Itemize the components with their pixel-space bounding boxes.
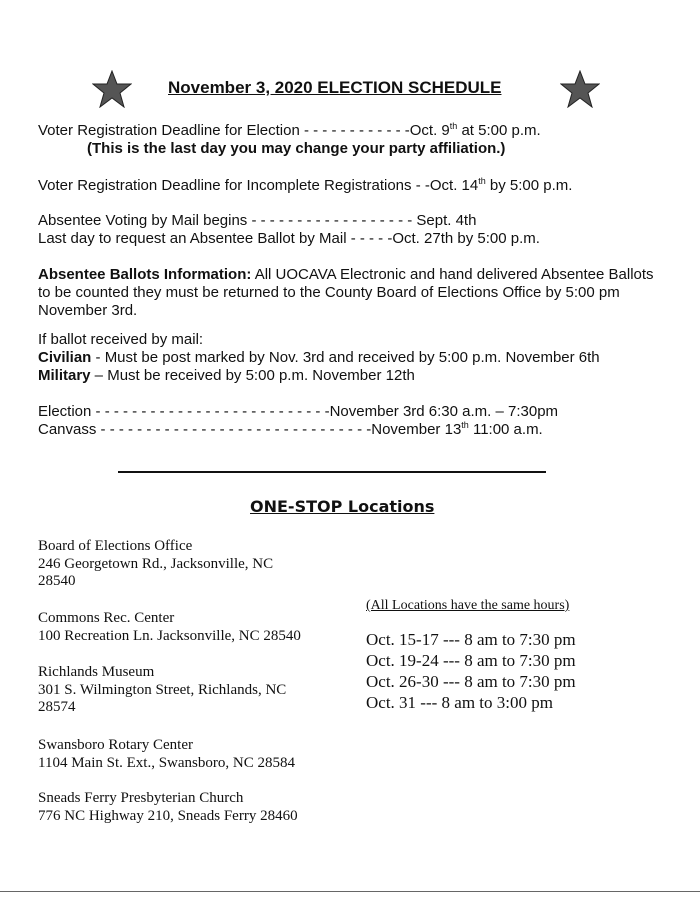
hours-item: Oct. 31 --- 8 am to 3:00 pm	[366, 693, 553, 712]
location-board-of-elections: Board of Elections Office 246 Georgetown Rd., Jacksonville, NC 28540	[38, 538, 274, 589]
page-bottom-edge	[0, 891, 700, 892]
location-commons-rec-center: Commons Rec. Center 100 Recreation Ln. Jacksonville, NC 28540	[38, 610, 301, 644]
canvass-date: Canvass - - - - - - - - - - - - - - - - - - - - - - - - - - - - - -November 13th 11:00 a.m.	[38, 420, 543, 438]
hours-item: Oct. 19-24 --- 8 am to 7:30 pm	[366, 651, 576, 670]
page-title: November 3, 2020 ELECTION SCHEDULE	[168, 78, 502, 97]
absentee-voting-begins: Absentee Voting by Mail begins - - - - - - - - - - - - - - - - - - Sept. 4th	[38, 212, 477, 229]
absentee-ballots-information: Absentee Ballots Information: All UOCAVA Electronic and hand delivered Absentee Ballots to be counted they must be returned to the County Board of Elections Office by 5:00 pm November 3rd.	[38, 266, 654, 319]
civilian-rule: Civilian - Must be post marked by Nov. 3rd and received by 5:00 p.m. November 6th	[38, 349, 600, 366]
ballot-by-mail-heading: If ballot received by mail:	[38, 331, 204, 348]
party-affiliation-note: (This is the last day you may change your party affiliation.)	[87, 140, 506, 157]
incomplete-registration-deadline: Voter Registration Deadline for Incomplete Registrations - -Oct. 14th by 5:00 p.m.	[38, 176, 573, 194]
hours-item: Oct. 15-17 --- 8 am to 7:30 pm	[366, 630, 576, 649]
star-icon	[560, 70, 600, 108]
hours-list	[366, 629, 576, 713]
location-swansboro-rotary-center: Swansboro Rotary Center 1104 Main St. Ext., Swansboro, NC 28584	[38, 737, 295, 771]
absentee-request-deadline: Last day to request an Absentee Ballot by Mail - - - - -Oct. 27th by 5:00 p.m.	[38, 230, 540, 247]
registration-deadline: Voter Registration Deadline for Election - - - - - - - - - - - -Oct. 9th at 5:00 p.m.	[38, 121, 541, 139]
star-icon	[92, 70, 132, 108]
location-sneads-ferry-church: Sneads Ferry Presbyterian Church 776 NC Highway 210, Sneads Ferry 28460	[38, 790, 298, 824]
location-richlands-museum: Richlands Museum 301 S. Wilmington Street, Richlands, NC 28574	[38, 664, 287, 715]
hours-item: Oct. 26-30 --- 8 am to 7:30 pm	[366, 672, 576, 691]
onestop-heading: ONE-STOP Locations	[250, 497, 435, 516]
military-rule: Military – Must be received by 5:00 p.m. November 12th	[38, 367, 415, 384]
hours-note: (All Locations have the same hours)	[366, 598, 570, 613]
election-day: Election - - - - - - - - - - - - - - - - - - - - - - - - - -November 3rd 6:30 a.m. – 7:30pm	[38, 403, 559, 420]
section-divider	[118, 471, 546, 473]
